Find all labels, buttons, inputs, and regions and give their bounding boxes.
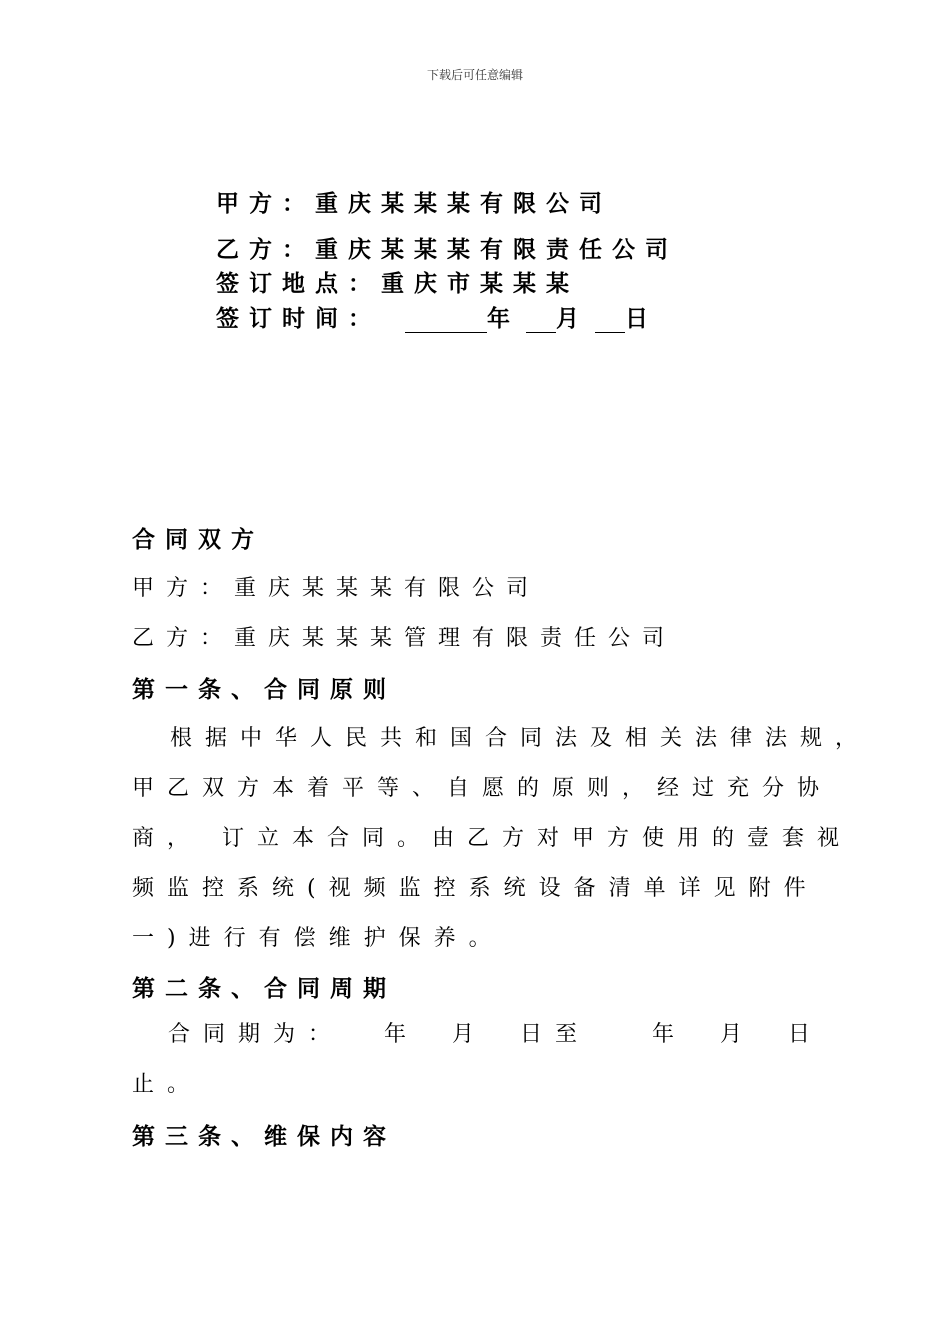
article1-line: 一)进行有偿维护保养。 bbox=[132, 926, 504, 951]
party-b-line: 乙方：重庆某某某管理有限责任公司 bbox=[132, 626, 677, 651]
from-month-label: 月 bbox=[452, 1022, 475, 1047]
cover-party-a: 甲方：重庆某某某有限公司 bbox=[216, 191, 612, 217]
article3-title: 第三条、维保内容 bbox=[132, 1124, 396, 1150]
cover-signing-time bbox=[216, 300, 658, 333]
cover-signing-place: 签订地点：重庆市某某某 bbox=[216, 271, 579, 297]
to-year-label: 年 bbox=[652, 1022, 675, 1047]
day-label: 日 bbox=[625, 306, 658, 332]
article1-line: 甲乙双方本着平等、自愿的原则，经过充分协 bbox=[132, 776, 833, 801]
article2-period-line bbox=[132, 1017, 832, 1049]
parties-title: 合同双方 bbox=[132, 527, 264, 553]
article1-line: 商， 订立本合同。由乙方对甲方使用的壹套视 bbox=[132, 826, 852, 851]
month-label: 月 bbox=[556, 306, 589, 332]
to-month-label: 月 bbox=[720, 1022, 743, 1047]
cover-party-b: 乙方：重庆某某某有限责任公司 bbox=[216, 237, 678, 263]
article1-line: 频监控系统(视频监控系统设备清单详见附件 bbox=[132, 876, 819, 901]
from-year-label: 年 bbox=[384, 1022, 407, 1047]
year-blank bbox=[405, 308, 487, 333]
from-day-label: 日至 bbox=[520, 1022, 591, 1047]
article1-title: 第一条、合同原则 bbox=[132, 677, 396, 703]
article2-end: 止。 bbox=[132, 1072, 203, 1097]
day-blank bbox=[595, 308, 625, 333]
article2-title: 第二条、合同周期 bbox=[132, 976, 396, 1002]
article1-line: 根据中华人民共和国合同法及相关法律法规， bbox=[170, 726, 871, 751]
year-label: 年 bbox=[487, 306, 520, 332]
month-blank bbox=[526, 308, 556, 333]
to-day-label: 日 bbox=[788, 1022, 811, 1047]
party-a-line: 甲方：重庆某某某有限公司 bbox=[132, 576, 541, 601]
page-header-note: 下载后可任意编辑 bbox=[426, 68, 523, 82]
signing-time-label: 签订时间： bbox=[216, 306, 381, 332]
period-label: 合同期为： bbox=[168, 1022, 344, 1047]
